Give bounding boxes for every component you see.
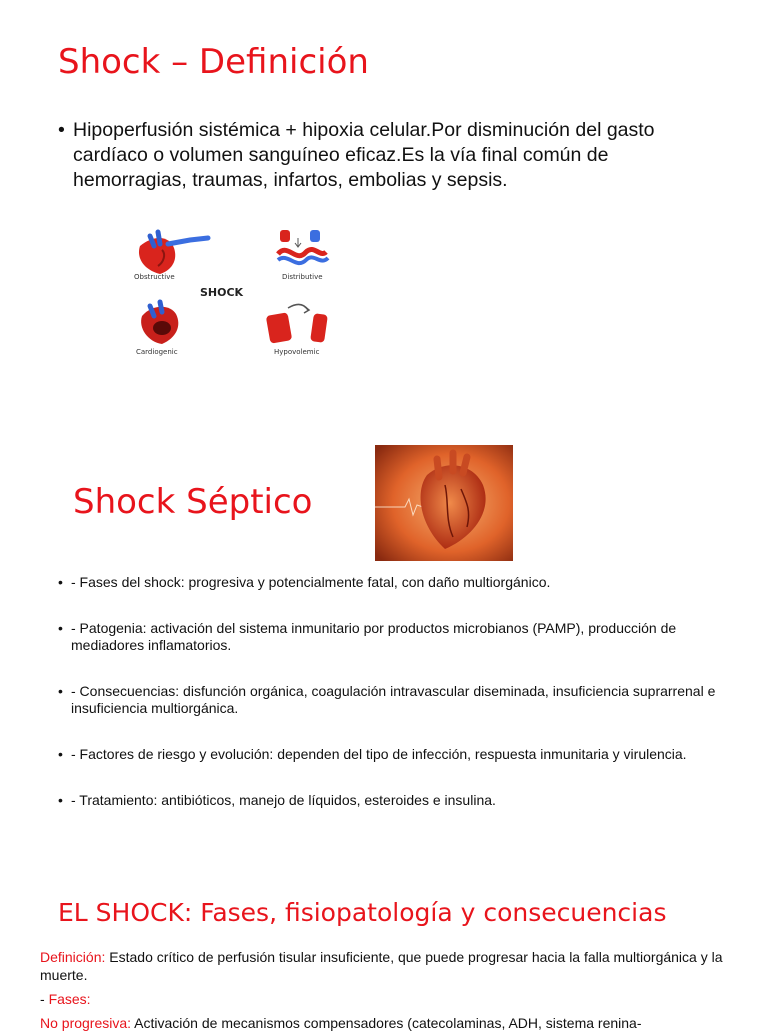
list-item-text: - Factores de riesgo y evolución: dependen del tipo de infección, respuesta inmunitaria y virulencia. xyxy=(71,746,687,762)
section-title-fases: EL SHOCK: Fases, fisiopatología y consecuencias xyxy=(58,898,667,927)
no-progresiva-text: Activación de mecanismos compensadores (catecolaminas, ADH, sistema renina- xyxy=(131,1015,642,1031)
bullet-marker: • xyxy=(58,119,65,141)
list-item xyxy=(58,574,718,591)
fases-label: Fases: xyxy=(48,991,91,1007)
definicion-paragraph xyxy=(40,948,740,984)
no-progresiva-label: No progresiva: xyxy=(40,1015,132,1031)
diagram-label-obstructive: Obstructive xyxy=(134,273,175,281)
list-item xyxy=(58,620,718,654)
definicion-label: Definición: xyxy=(40,949,106,965)
diagram-label-distributive: Distributive xyxy=(282,273,323,281)
cardiogenic-heart-illustration xyxy=(141,302,178,344)
list-item-text: - Patogenia: activación del sistema inmunitario por productos microbianos (PAMP), producción de mediadores inflamatorios. xyxy=(71,620,677,653)
list-item xyxy=(58,746,718,763)
no-progresiva-line xyxy=(40,1014,740,1032)
heart-photo xyxy=(375,445,513,561)
section-title-definicion: Shock – Definición xyxy=(58,42,369,82)
diagram-label-cardiogenic: Cardiogenic xyxy=(136,348,178,356)
fases-line xyxy=(40,990,740,1008)
definicion-text: Estado crítico de perfusión tisular insuficiente, que puede progresar hacia la falla multiorgánica y la muerte. xyxy=(40,949,723,983)
bullet-marker: • xyxy=(58,574,63,590)
definition-bullet xyxy=(58,118,718,193)
obstructive-heart-illustration xyxy=(139,232,208,274)
definition-text: Hipoperfusión sistémica + hipoxia celular.Por disminución del gasto cardíaco o volumen sanguíneo eficaz.Es la vía final común de hemorragias, traumas, infartos, embolias y sepsis. xyxy=(73,119,655,191)
list-item-text: - Consecuencias: disfunción orgánica, coagulación intravascular diseminada, insuficiencia suprarrenal e insuficiencia multiorgánica. xyxy=(71,683,716,716)
fases-prefix: - xyxy=(40,991,49,1007)
shock-types-diagram xyxy=(128,224,348,364)
septic-shock-list xyxy=(58,574,718,809)
distributive-vessels-illustration xyxy=(278,230,328,263)
list-item xyxy=(58,792,718,809)
section-title-shock-septico: Shock Séptico xyxy=(73,482,313,522)
diagram-center-label: SHOCK xyxy=(200,286,244,299)
list-item xyxy=(58,683,718,717)
bullet-marker: • xyxy=(58,746,63,762)
list-item-text: - Fases del shock: progresiva y potencialmente fatal, con daño multiorgánico. xyxy=(71,574,551,590)
hypovolemic-vessels-illustration xyxy=(266,304,328,343)
bullet-marker: • xyxy=(58,620,63,636)
bullet-marker: • xyxy=(58,792,63,808)
diagram-label-hypovolemic: Hypovolemic xyxy=(274,348,320,356)
fases-content xyxy=(40,948,740,1032)
bullet-marker: • xyxy=(58,683,63,699)
list-item-text: - Tratamiento: antibióticos, manejo de líquidos, esteroides e insulina. xyxy=(71,792,496,808)
